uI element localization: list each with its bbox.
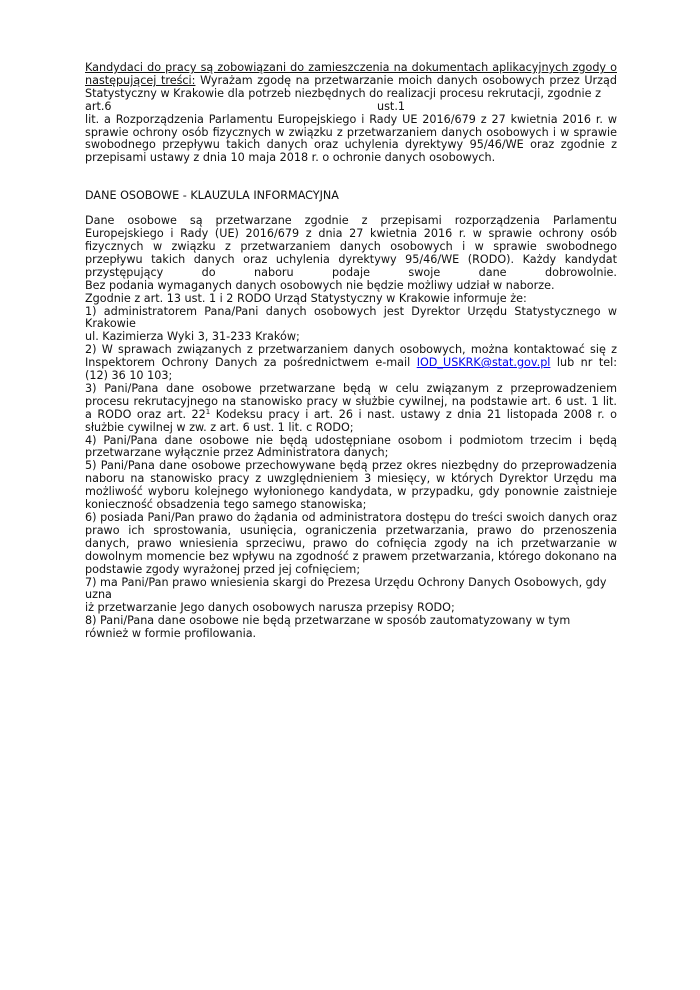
para-rodo: Dane osobowe są przetwarzane zgodnie z przepisami rozporządzenia Parlamentu Europejskiego i Rady (UE) 2016/679 z dnia 27 kwietnia 2016 r. w sprawie ochrony osób fizycznych w związku z przetwarzaniem danych osobowych i w sprawie swobodnego przepływu takich danych oraz uchylenia dyrektywy 95/46/WE (RODO). Każdy kandydat przystępujący do naboru podaje swoje dane dobrowolnie. [85,214,617,279]
list-item-1: 1) administratorem Pana/Pani danych osobowych jest Dyrektor Urzędu Statystycznego w Krakowie [85,304,617,331]
list-item-3-text-a: 3) Pani/Pana dane osobowe przetwarzane będą w celu związanym z przeprowadzeniem procesu rekrutacyjnego na stanowisko pracy w służbie cywilnej, na podstawie art. 6 ust. 1 lit. a RODO oraz art. 22 [85,381,617,421]
list-item-8: 8) Pani/Pana dane osobowe nie będą przetwarzane w sposób zautomatyzowany w tym również w formie profilowania. [85,614,571,641]
consent-ust-label: ust.1 [377,99,405,113]
iod-email-link[interactable]: IOD_USKRK@stat.gov.pl [416,356,551,370]
para-informs: Zgodnie z art. 13 ust. 1 i 2 RODO Urząd Statystyczny w Krakowie informuje że: [85,291,527,305]
consent-paragraph [85,62,617,101]
consent-article-line [85,101,405,114]
address-line: ul. Kazimierza Wyki 3, 31-233 Kraków; [85,330,300,344]
consent-rest: lit. a Rozporządzenia Parlamentu Europejskiego i Rady UE 2016/679 z 27 kwietnia 2016 r. w sprawie ochrony osób fizycznych w związku z przetwarzaniem danych osobowych i w sprawie swobodnego przepływu takich danych oraz uchylenia dyrektywy 95/46/WE oraz zgodnie z przepisami ustawy z dnia 10 maja 2018 r. o ochronie danych osobowych. [85,112,617,165]
section-heading: DANE OSOBOWE - KLAUZULA INFORMACYJNA [85,189,339,203]
list-item-2 [85,344,617,383]
list-item-2-text-b: lub nr tel: (12) 36 10 103; [85,356,617,383]
list-item-3-superscript: 1 [205,407,211,416]
list-item-7a: 7) ma Pani/Pan prawo wniesienia skargi do Prezesa Urzędu Ochrony Danych Osobowych, gdy uzna [85,575,607,602]
consent-art-label: art.6 [85,99,112,113]
list-item-4: 4) Pani/Pana dane osobowe nie będą udostępniane osobom i podmiotom trzecim i będą przetwarzane wyłącznie przez Administratora danych; [85,433,617,460]
document-body [85,62,617,641]
consent-intro-underlined: Kandydaci do pracy są zobowiązani do zamieszczenia na dokumentach aplikacyjnych zgody o następującej treści: [85,61,617,87]
para-no-data: Bez podania wymaganych danych osobowych nie będzie możliwy udział w naborze. [85,278,555,292]
list-item-6: 6) posiada Pani/Pan prawo do żądania od administratora dostępu do treści swoich danych oraz prawo ich sprostowania, usunięcia, ograniczenia przetwarzania, prawo do przenoszenia danych, prawo wniesienia sprzeciwu, prawo do cofnięcia zgody na ich przetwarzanie w dowolnym momencie bez wpływu na zgodność z prawem przetwarzania, którego dokonano na podstawie zgody wyrażonej przed jej cofnięciem; [85,511,617,576]
list-item-3-text-b: Kodeksu pracy i art. 26 i nast. ustawy z dnia 21 listopada 2008 r. o służbie cywilnej w zw. z art. 6 ust. 1 lit. c RODO; [85,407,617,434]
consent-intro-text: Wyrażam zgodę na przetwarzanie moich danych osobowych przez Urząd Statystyczny w Krakowie dla potrzeb niezbędnych do realizacji procesu rekrutacji, zgodnie z [85,73,617,100]
list-item-5: 5) Pani/Pana dane osobowe przechowywane będą przez okres niezbędny do przeprowadzenia naboru na stanowisko pracy z uwzględnieniem 3 miesięcy, w których Dyrektor Urzędu ma możliwość wyboru kolejnego wyłonionego kandydata, w przypadku, gdy ponownie zaistnieje konieczność obsadzenia tego samego stanowiska; [85,459,617,512]
list-item-7b: iż przetwarzanie Jego danych osobowych narusza przepisy RODO; [85,601,455,615]
list-item-2-text-a: 2) W sprawach związanych z przetwarzaniem danych osobowych, można kontaktować się z Inspektorem Ochrony Danych za pośrednictwem e-mail [85,343,617,370]
list-item-3 [85,383,617,435]
